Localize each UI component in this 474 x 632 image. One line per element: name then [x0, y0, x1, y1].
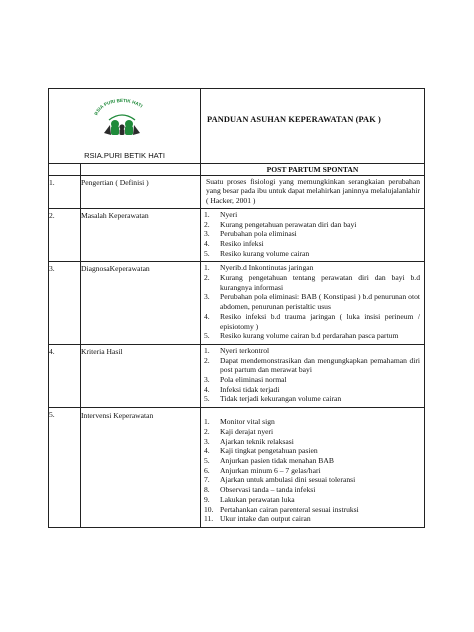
item-number: 2.: [204, 426, 210, 436]
hospital-name: RSIA.PURI BETIK HATI: [84, 151, 165, 161]
list-item: [204, 220, 420, 230]
row-diagnosis: [49, 262, 425, 345]
care-guide-table: [48, 88, 425, 528]
section-title-row: [49, 164, 425, 176]
item-text: Nyeri: [220, 209, 238, 219]
list-item: [204, 466, 420, 476]
list-item: [204, 485, 420, 495]
list-item: [204, 249, 420, 259]
item-text: Observasi tanda – tanda infeksi: [220, 485, 316, 495]
list-item: [204, 417, 420, 427]
item-number: 4.: [204, 238, 210, 248]
item-text: Resiko kurang volume cairan: [220, 248, 310, 258]
svg-text:RSIA PURI BETIK HATI: [93, 98, 143, 116]
list-item: [204, 346, 420, 356]
item-number: 6.: [204, 465, 210, 475]
item-text: Resiko kurang volume cairan b.d perdarahan pasca partum: [220, 331, 399, 341]
item-text: Dapat mendemonstrasikan dan mengungkapkan pemahaman diri post partum dan merawat bayi: [220, 355, 420, 375]
item-number: 7.: [204, 475, 210, 485]
hospital-logo: [87, 97, 157, 137]
item-text: Monitor vital sign: [220, 417, 275, 427]
list-item: [204, 375, 420, 385]
problem-list: [201, 209, 424, 262]
header-row: [49, 89, 425, 164]
item-number: 5.: [204, 331, 210, 341]
row-label: Pengertian ( Definisi ): [81, 175, 201, 208]
item-text: Nyeri terkontrol: [220, 345, 270, 355]
item-text: Kurang pengetahuan tentang perawatan diri dan bayi b.d kurangnya informasi: [220, 273, 420, 292]
item-text: Ukur intake dan output cairan: [220, 514, 311, 524]
list-item: [204, 239, 420, 249]
row-label: Masalah Keperawatan: [81, 208, 201, 262]
item-number: 2.: [204, 219, 210, 229]
item-number: 2.: [204, 273, 210, 283]
list-item: [204, 495, 420, 505]
row-criteria: [49, 344, 425, 407]
item-number: 5.: [204, 394, 210, 404]
row-number: 3.: [49, 262, 81, 345]
item-number: 1.: [204, 209, 210, 219]
item-number: 5.: [204, 248, 210, 258]
item-text: Lakukan perawatan luka: [220, 494, 295, 504]
item-text: Kaji tingkat pengetahuan pasien: [220, 446, 318, 456]
item-number: 3.: [204, 375, 210, 385]
row-number: 4.: [49, 344, 81, 407]
item-number: 9.: [204, 494, 210, 504]
list-item: [204, 505, 420, 515]
item-text: Ajarkan untuk ambulasi dini sesuai toleransi: [220, 475, 356, 485]
list-item: [204, 475, 420, 485]
item-number: 4.: [204, 446, 210, 456]
section-title: POST PARTUM SPONTAN: [201, 164, 425, 176]
item-text: Tidak terjadi kekurangan volume cairan: [220, 394, 342, 404]
item-number: 5.: [204, 455, 210, 465]
list-item: [204, 263, 420, 273]
item-text: Pola eliminasi normal: [220, 375, 287, 385]
item-text: Nyerib.d Inkontinutas jaringan: [220, 263, 314, 273]
title-cell: [201, 89, 425, 164]
item-text: Anjurkan minum 6 – 7 gelas/hari: [220, 465, 321, 475]
item-number: 4.: [204, 384, 210, 394]
item-number: 1.: [204, 345, 210, 355]
list-item: [204, 456, 420, 466]
definition-text: Suatu proses fisiologi yang memungkinkan serangkaian perubahan yang besar pada ibu untuk dapat melahirkan janinnya melalujalanlahir ( Hacker, 2001 ): [206, 176, 420, 206]
document-title: PANDUAN ASUHAN KEPERAWATAN (PAK ): [207, 115, 381, 124]
row-number: 5.: [49, 408, 81, 528]
logo-text: RSIA PURI BETIK HATI: [93, 97, 144, 116]
row-label: Intervensi Keperawatan: [81, 408, 201, 528]
row-definition: [49, 175, 425, 208]
item-text: Pertahankan cairan parenteral sesuai instruksi: [220, 504, 359, 514]
logo-cell: [49, 89, 201, 164]
item-number: 3.: [204, 436, 210, 446]
item-text: Resiko infeksi: [220, 238, 264, 248]
item-number: 1.: [204, 263, 210, 273]
list-item: [204, 394, 420, 404]
list-item: [204, 427, 420, 437]
row-number: 2.: [49, 208, 81, 262]
list-item: [204, 514, 420, 524]
item-number: 3.: [204, 292, 210, 302]
item-text: Kaji derajat nyeri: [220, 426, 274, 436]
list-item: [204, 292, 420, 311]
item-number: 10.: [204, 504, 214, 514]
item-number: 8.: [204, 485, 210, 495]
list-item: [204, 356, 420, 375]
list-item: [204, 229, 420, 239]
intervention-list: [201, 408, 424, 527]
list-item: [204, 437, 420, 447]
list-item: [204, 273, 420, 292]
row-number: 1.: [49, 175, 81, 208]
row-problems: [49, 208, 425, 262]
item-number: 1.: [204, 417, 210, 427]
item-text: Ajarkan teknik relaksasi: [220, 436, 294, 446]
item-number: 4.: [204, 311, 210, 321]
item-number: 3.: [204, 229, 210, 239]
criteria-list: [201, 345, 424, 407]
list-item: [204, 385, 420, 395]
list-item: [204, 210, 420, 220]
item-text: Kurang pengetahuan perawatan diri dan bayi: [220, 219, 357, 229]
item-text: Perubahan pola eliminasi: BAB ( Konstipasi ) b.d penurunan otot abdomen, penurunan peristaltic usus: [220, 292, 420, 312]
item-text: Infeksi tidak terjadi: [220, 384, 280, 394]
list-item: [204, 446, 420, 456]
item-text: Anjurkan pasien tidak menahan BAB: [220, 455, 334, 465]
list-item: [204, 312, 420, 331]
item-number: 11.: [204, 514, 214, 524]
diagnosis-list: [201, 262, 424, 344]
row-label: DiagnosaKeperawatan: [81, 262, 201, 345]
item-text: Resiko infeksi b.d trauma jaringan ( luka insisi perineum / episiotomy ): [220, 311, 420, 331]
row-interventions: [49, 408, 425, 528]
item-number: 2.: [204, 355, 210, 365]
item-text: Perubahan pola eliminasi: [220, 229, 297, 239]
row-label: Kriteria Hasil: [81, 344, 201, 407]
list-item: [204, 331, 420, 341]
